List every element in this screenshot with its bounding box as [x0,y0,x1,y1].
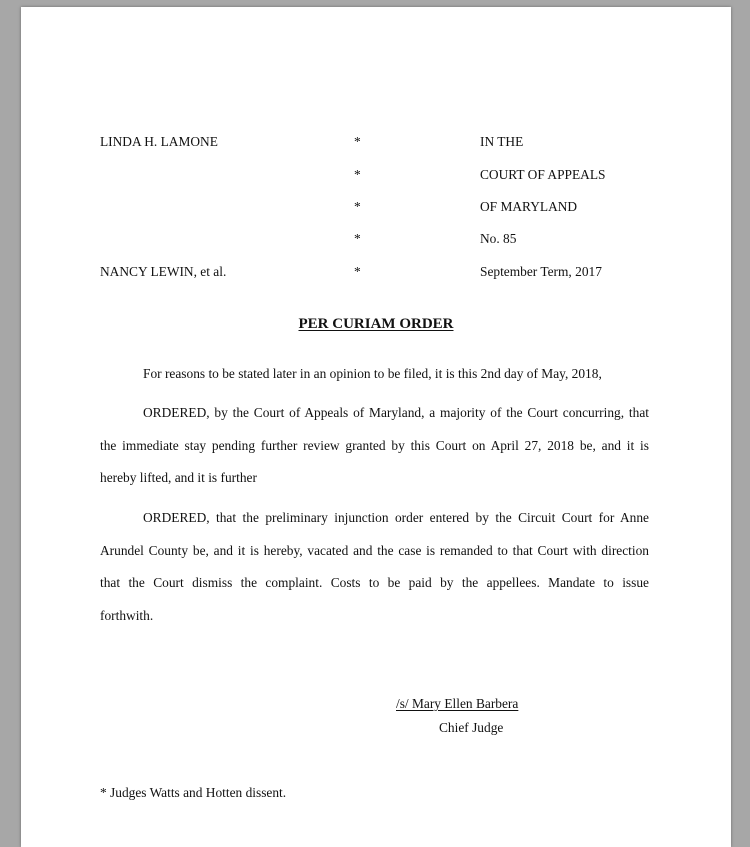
paragraph-3-line: ORDERED, that the preliminary injunction order entered by the Circuit Court for Anne [143,510,649,525]
paragraph-2-line: hereby lifted, and it is further [100,470,257,485]
signature-title: Chief Judge [439,720,504,735]
paragraph-3-line: forthwith. [100,608,154,623]
paragraph-2-line: ORDERED, by the Court of Appeals of Maryland, a majority of the Court concurring, that [143,405,649,420]
case-number: No. 85 [480,231,517,246]
caption-separator: * [354,199,361,214]
court-term: September Term, 2017 [480,264,602,279]
paragraph-2-line: the immediate stay pending further review granted by this Court on April 27, 2018 be, and it is [100,438,649,453]
caption-separator: * [354,264,361,279]
document-title-text: PER CURIAM ORDER [298,316,454,332]
court-line-in-the: IN THE [480,134,524,149]
paragraph-3-line: Arundel County be, and it is hereby, vacated and the case is remanded to that Court with direction [100,543,649,558]
caption-separator: * [354,134,361,149]
paragraph-3-line: that the Court dismiss the complaint. Costs to be paid by the appellees. Mandate to issue [100,575,649,590]
document-title [21,315,731,333]
document-page [21,7,731,847]
dissent-footnote: * Judges Watts and Hotten dissent. [100,785,287,800]
court-line-of-maryland: OF MARYLAND [480,199,578,214]
signature-name: /s/ Mary Ellen Barbera [396,696,519,711]
paragraph-1-line: For reasons to be stated later in an opinion to be filed, it is this 2nd day of May, 2018, [143,366,602,381]
defendant-name: NANCY LEWIN, et al. [100,264,227,279]
caption-separator: * [354,231,361,246]
court-line-court-of-appeals: COURT OF APPEALS [480,167,606,182]
plaintiff-name: LINDA H. LAMONE [100,134,218,149]
caption-separator: * [354,167,361,182]
